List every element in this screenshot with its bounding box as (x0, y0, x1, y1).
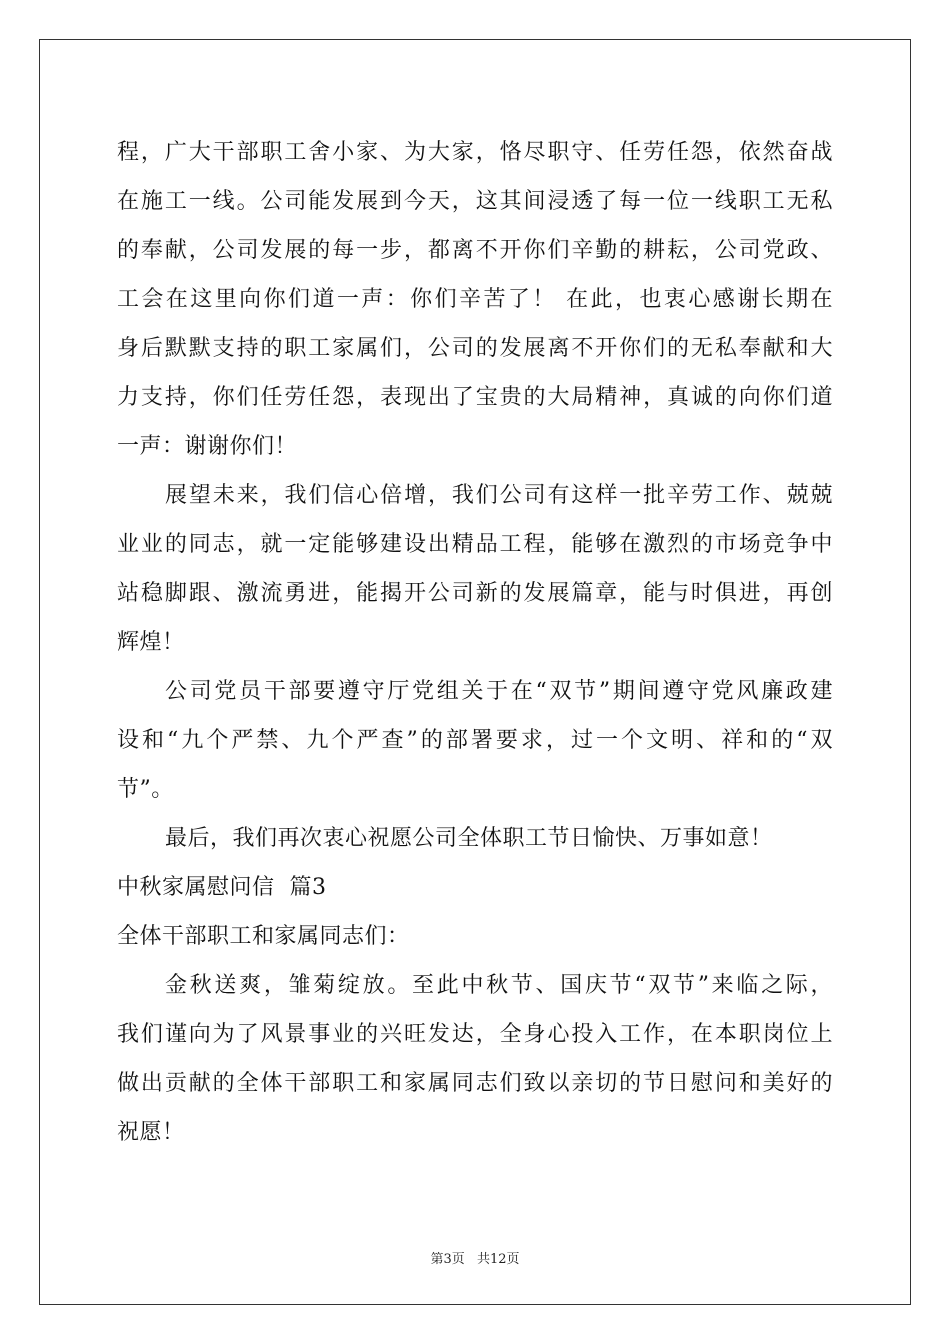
text-line: 做出贡献的全体干部职工和家属同志们致以亲切的节日慰问和美好的 (117, 1071, 833, 1096)
paragraph (117, 471, 833, 667)
text-line: 金秋送爽，雏菊绽放。至此中秋节、国庆节“双节”来临之际， (165, 973, 833, 998)
paragraph (117, 128, 833, 471)
text-line: 我们谨向为了风景事业的兴旺发达，全身心投入工作，在本职岗位上 (117, 1022, 833, 1047)
total-pages-label: 共12页 (476, 1252, 520, 1267)
text-line: 力支持，你们任劳任怨，表现出了宝贵的大局精神，真诚的向你们道 (117, 385, 833, 410)
text-line: 一声：谢谢你们！ (117, 434, 298, 459)
text-line: 的奉献，公司发展的每一步，都离不开你们辛勤的耕耘，公司党政、 (117, 238, 833, 263)
text-line: 在施工一线。公司能发展到今天，这其间浸透了每一位一线职工无私 (117, 189, 833, 214)
text-line: 最后，我们再次衷心祝愿公司全体职工节日愉快、万事如意！ (165, 826, 773, 851)
document-body (117, 128, 833, 1157)
text-line: 全体干部职工和家属同志们： (117, 924, 410, 949)
text-line: 站稳脚跟、激流勇进，能揭开公司新的发展篇章，能与时俱进，再创 (117, 581, 833, 606)
paragraph (117, 667, 833, 814)
heading-line: 中秋家属慰问信 篇3 (117, 875, 327, 900)
paragraph (117, 814, 833, 863)
text-line: 公司党员干部要遵守厅党组关于在“双节”期间遵守党风廉政建 (165, 679, 833, 704)
current-page-label: 第3页 (430, 1252, 465, 1267)
salutation (117, 912, 833, 961)
text-line: 辉煌！ (117, 630, 185, 655)
page-footer (0, 1248, 950, 1267)
section-heading (117, 863, 833, 912)
text-line: 祝愿！ (117, 1120, 185, 1145)
text-line: 设和“九个严禁、九个严查”的部署要求，过一个文明、祥和的“双 (117, 728, 833, 753)
text-line: 身后默默支持的职工家属们，公司的发展离不开你们的无私奉献和大 (117, 336, 833, 361)
text-line: 工会在这里向你们道一声：你们辛苦了！ 在此，也衷心感谢长期在 (117, 287, 833, 312)
text-line: 程，广大干部职工舍小家、为大家，恪尽职守、任劳任怨，依然奋战 (117, 140, 833, 165)
text-line: 节”。 (117, 777, 174, 802)
paragraph (117, 961, 833, 1157)
text-line: 展望未来，我们信心倍增，我们公司有这样一批辛劳工作、兢兢 (165, 483, 833, 508)
text-line: 业业的同志，就一定能够建设出精品工程，能够在激烈的市场竞争中 (117, 532, 833, 557)
